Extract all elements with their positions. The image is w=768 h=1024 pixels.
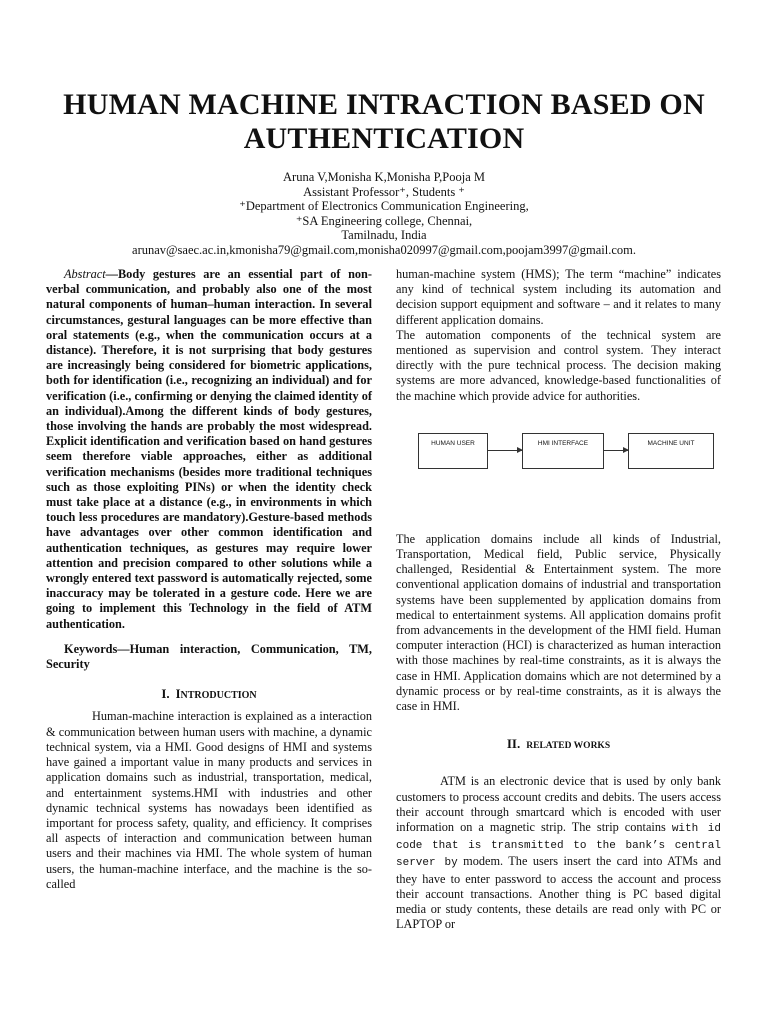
section2-number: II. [506,736,521,752]
diagram-box-hmi-interface: HMI INTERFACE [522,433,604,469]
section2-title: RELATED WORKS [526,741,611,752]
introduction-paragraph: Human-machine interaction is explained as a interaction & communication between human users with machine, a dynamic technical system, via a HMI. Good designs of HMI and systems have gained a important value in many products and services in application domains such as industrial, transportation, medical, and entertainment systems.HMI with industries and other dynamic technical systems has nowadays been identified as important for process safety, quality, and efficiency. It comprises all aspects of interaction and communication between human users and their machines via HMI. The whole system of human users, the human-machine interface, and the machine is the so-called [46,709,372,891]
author-names: Aruna V,Monisha K,Monisha P,Pooja M [283,170,485,184]
author-location: Tamilnadu, India [341,228,427,243]
section-heading-related-works [396,736,721,754]
application-domains-paragraph: The application domains include all kinds of Industrial, Transportation, Medical field, Public service, Physically challenged, Residential & Entertainment system. The more conventional application domains of industrial and transportation systems have been supplemented by application domains from medical to entertainment systems. All application domains profit from advancements in the development of the HMI field. Human computer interaction (HCI) is characterized as human interaction with those machines by real-time constraints, as it is always the case in HMI. Application domains which are not determined by a dynamic process or by real-time constraints, as it is always the case in HMI. [396,531,721,714]
related-works-paragraph [396,774,721,932]
diagram-box-machine-unit: MACHINE UNIT [628,433,714,469]
atm-text-mono: with id code that is transmitted to the bank’s central server by [396,823,721,870]
author-roles: Assistant Professor⁺, Students ⁺ [303,184,465,199]
paper-title: HUMAN MACHINE INTRACTION BASED ON AUTHENTICATION [63,88,705,155]
section-heading-introduction [46,686,372,703]
atm-text-b: modem. The users insert the card into ATMs and they have to enter password to access the account and process their account transactions. Another thing is PC based digital media or study contents, these details are read only with PC or LAPTOP or [396,854,721,932]
abstract-lead: Abstract [64,267,106,281]
abstract-text: —Body gestures are an essential part of non-verbal communication, and probably also one of the most natural components of human–human interaction. In several circumstances, gestural languages can be more effective than oral statements (e.g., when the communication occurs at a distance). Therefore, it is not surprising that body gestures are increasingly being considered for biometric applications, both for identification (i.e., recognizing an individual) and for verification (i.e., confirming or denying the claimed identity of an individual).Among the different kinds of body gestures, those involving the hands are probably the most widespread. Explicit identification and verification based on hand gestures seem therefore viable approaches, either as additional verification mechanisms (besides more traditional techniques such as those exploiting PINs) or when the identity check must take place at a distance (e.g., in environments in which touch less procedures are mandatory).Gesture-based methods have advantages over other common identification and authentication techniques, as gestures may require lower attention and precision compared to other solutions while a wrongly entered text password is automatically rejected, some inaccuracy may be tolerated in a gesture code. Here we are going to implement this Technology in the field of ATM authentication. [46,267,372,631]
automation-paragraph: The automation components of the technical system are mentioned as supervision and control system. They interact directly with the pure technical process. The decision making systems are more advanced, knowledge-based functionalities of the machine which provide advice for authorities. [396,327,721,403]
author-block [40,170,728,258]
section-title-rest: NTRODUCTION [180,690,257,702]
hmi-block-diagram [396,433,721,469]
author-college: ⁺SA Engineering college, Chennai, [295,213,473,228]
keywords [46,642,372,672]
atm-text-a: ATM is an electronic device that is used by only bank customers to process account credits and debits. The users access their account through smartcard which is encoded with user information on a magnetic strip. The strip contains [396,774,721,835]
keywords-text: Keywords—Human interaction, Communication, TM, Security [46,641,372,672]
left-column [46,267,372,892]
hms-paragraph: human-machine system (HMS); The term “machine” indicates any kind of technical system including its automation and decision support equipment and software – and it relates to many different application domains. [396,267,721,327]
section-title-first: I [175,687,181,702]
section-number: I. [161,686,170,702]
right-column [396,267,721,933]
diagram-arrow-1 [488,450,522,451]
abstract [46,267,372,632]
author-department: ⁺Department of Electronics Communication Engineering, [239,199,529,214]
diagram-box-human-user: HUMAN USER [418,433,488,469]
author-emails: arunav@saec.ac.in,kmonisha79@gmail.com,monisha020997@gmail.com,poojam3997@gmail.com. [132,242,636,257]
diagram-arrow-2 [604,450,628,451]
